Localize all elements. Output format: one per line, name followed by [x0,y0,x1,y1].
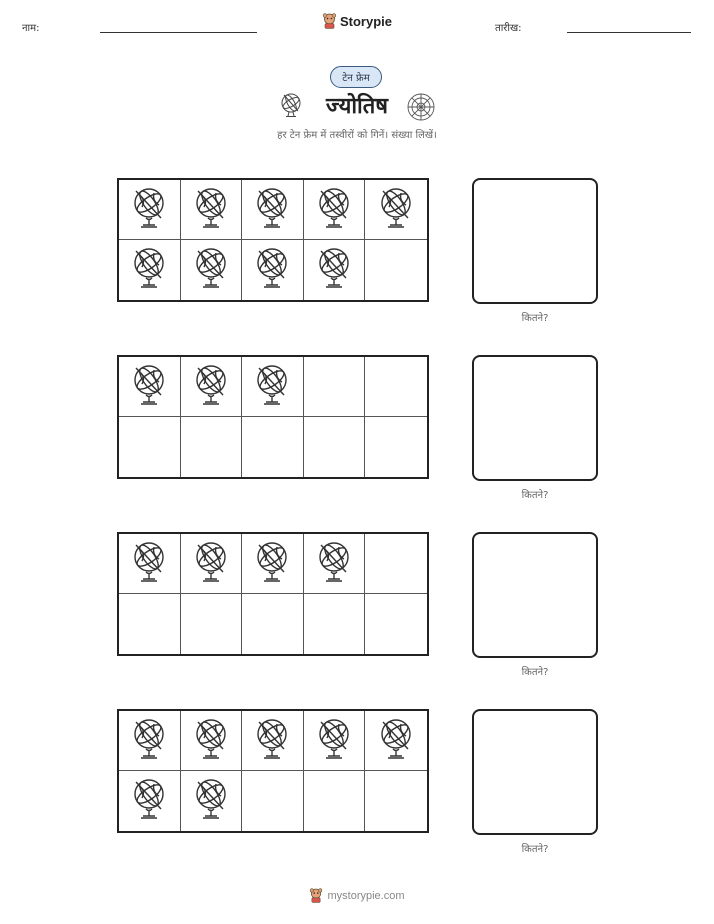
how-many-prompt: कितने? [521,844,549,855]
ten-frame [117,532,429,656]
globe-icon [130,245,168,295]
ten-frame-cell [119,711,181,771]
ten-frame-cell [365,240,427,300]
ten-frame [117,709,429,833]
ten-frame-cell [119,180,181,240]
globe-icon [377,716,415,766]
astrology-wheel-icon [406,92,436,122]
answer-box[interactable] [472,178,598,304]
page-title: ज्योतिष [326,94,388,119]
ten-frame-cell [304,711,366,771]
brand-name: Storypie [339,13,392,29]
name-label: नाम: [22,23,40,34]
footer-url: mystorypie.com [327,889,405,902]
ten-frame-cell [365,357,427,417]
ten-frame-cell [304,180,366,240]
globe-icon [253,245,291,295]
storypie-mascot-icon [309,888,323,903]
how-many-prompt: कितने? [521,313,549,324]
ten-frame-cell [181,357,243,417]
answer-box[interactable] [472,532,598,658]
ten-frame-cell [304,771,366,831]
globe-icon [130,539,168,589]
globe-icon [253,539,291,589]
globe-icon [130,776,168,826]
ten-frame-cell [365,417,427,477]
ten-frame-cell [181,240,243,300]
ten-frame-cell [181,534,243,594]
name-line[interactable] [100,32,257,33]
ten-frame-cell [365,180,427,240]
ten-frame-cell [304,594,366,654]
answer-box[interactable] [472,709,598,835]
ten-frame-cell [242,771,304,831]
globe-icon [315,716,353,766]
ten-frame-cell [304,240,366,300]
globe-icon [192,185,230,235]
ten-frame-cell [365,711,427,771]
date-label: तारीख: [495,23,522,34]
ten-frame-cell [181,594,243,654]
globe-icon [315,185,353,235]
brand-logo [0,13,714,29]
footer [0,888,714,903]
globe-icon [315,245,353,295]
globe-icon [130,362,168,412]
globe-icon [377,185,415,235]
how-many-prompt: कितने? [521,667,549,678]
ten-frame-cell [242,240,304,300]
ten-frame [117,178,429,302]
ten-frame-cell [304,417,366,477]
how-many-prompt: कितने? [521,490,549,501]
ten-frame-cell [181,417,243,477]
date-line[interactable] [567,32,691,33]
ten-frame-cell [365,534,427,594]
ten-frame-cell [119,594,181,654]
instructions: हर टेन फ्रेम में तस्वीरों को गिनें। संख्या लिखें। [277,130,437,141]
globe-icon [192,776,230,826]
storypie-mascot-icon [322,13,337,29]
ten-frame-cell [365,594,427,654]
ten-frame-cell [365,771,427,831]
ten-frame-cell [119,240,181,300]
globe-icon [253,716,291,766]
ten-frame [117,355,429,479]
ten-frame-cell [304,534,366,594]
ten-frame-cell [242,357,304,417]
globe-icon [192,245,230,295]
ten-frame-cell [181,180,243,240]
ten-frame-cell [304,357,366,417]
globe-icon [130,716,168,766]
ten-frame-cell [119,534,181,594]
answer-box[interactable] [472,355,598,481]
ten-frame-cell [119,357,181,417]
ten-frame-cell [181,771,243,831]
ten-frame-cell [242,417,304,477]
globe-icon [130,185,168,235]
globe-icon [253,362,291,412]
ten-frame-cell [119,417,181,477]
ten-frame-cell [181,711,243,771]
globe-icon [192,716,230,766]
globe-icon [253,185,291,235]
globe-icon [192,539,230,589]
ten-frame-cell [119,771,181,831]
globe-icon [192,362,230,412]
topic-badge: टेन फ्रेम [330,66,382,88]
ten-frame-cell [242,534,304,594]
ten-frame-cell [242,711,304,771]
globe-icon [315,539,353,589]
ten-frame-cell [242,594,304,654]
ten-frame-cell [242,180,304,240]
